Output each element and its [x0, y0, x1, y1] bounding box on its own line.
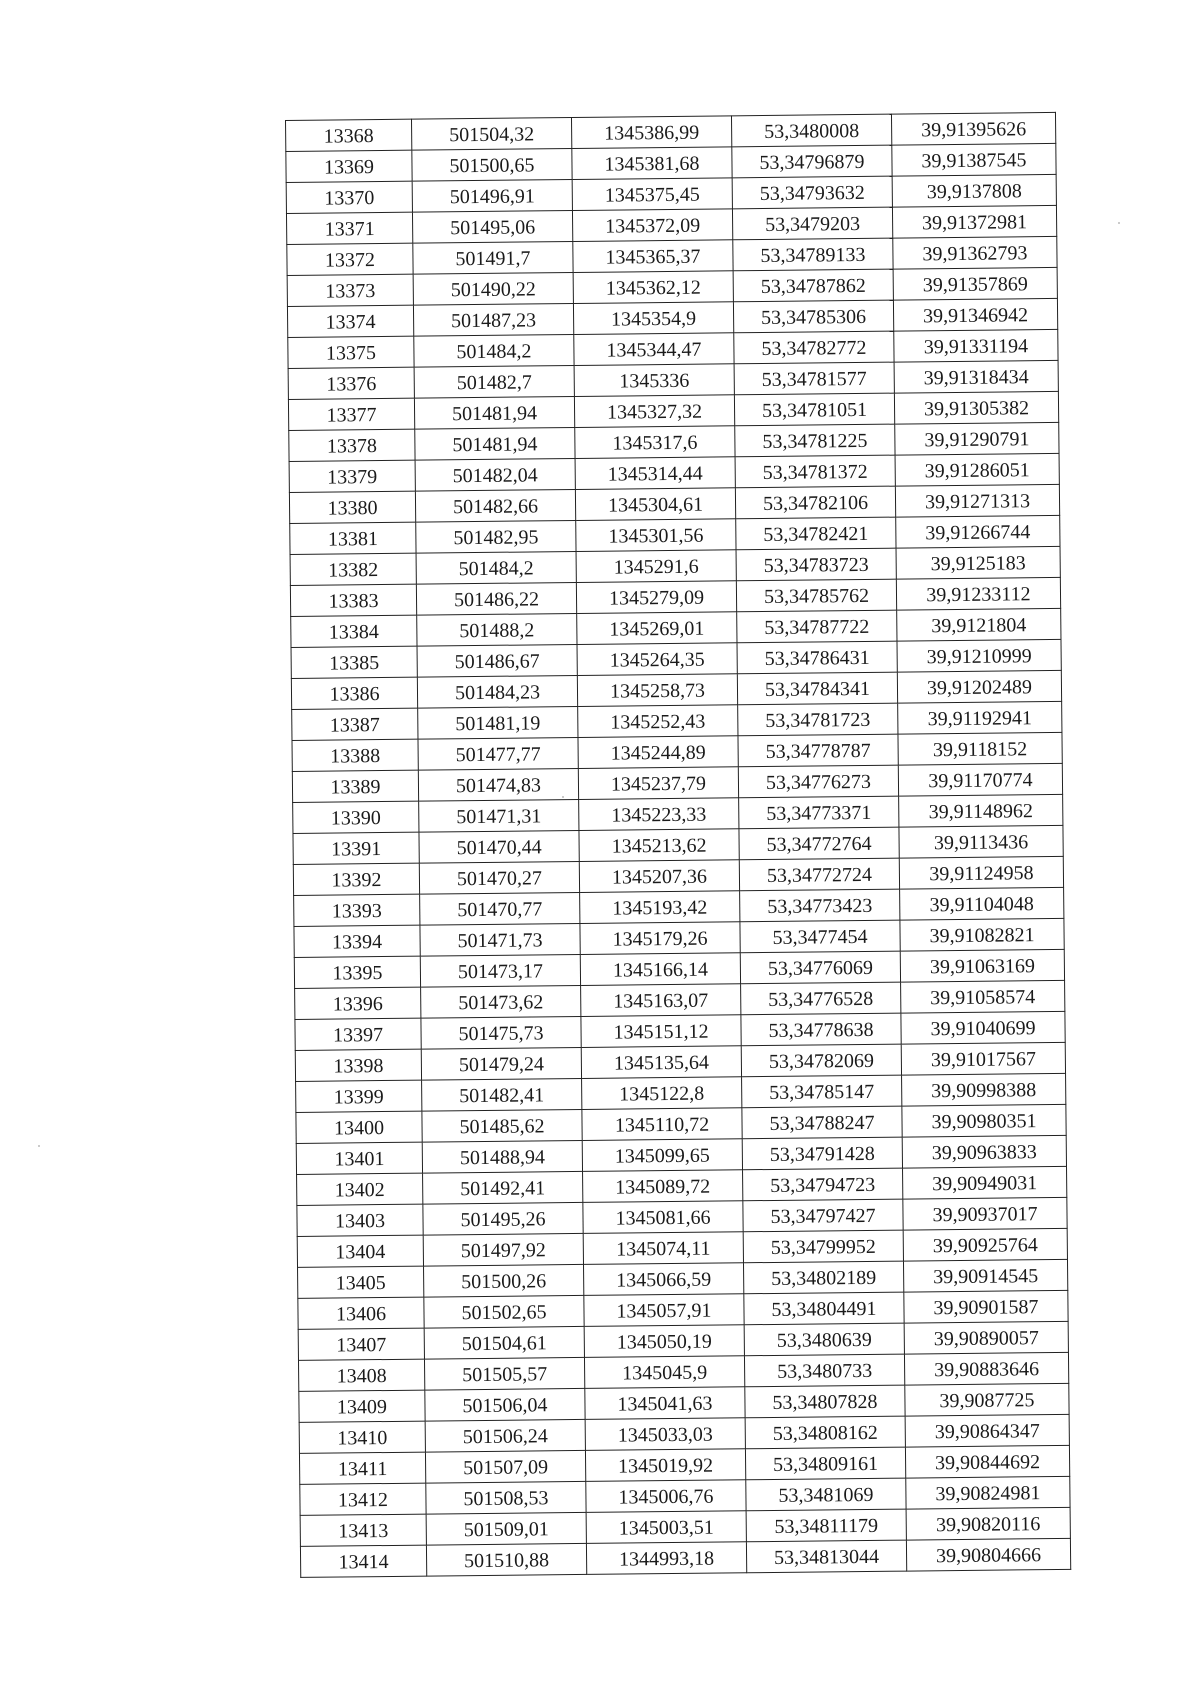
- x-coordinate-cell: 501491,7: [413, 241, 573, 274]
- y-coordinate-cell: 1345081,66: [583, 1201, 743, 1234]
- point-number-cell: 13371: [286, 212, 412, 244]
- point-number-cell: 13387: [292, 708, 418, 740]
- longitude-cell: 39,90824981: [906, 1476, 1070, 1509]
- y-coordinate-cell: 1344993,18: [586, 1542, 746, 1575]
- longitude-cell: 39,91286051: [895, 453, 1059, 486]
- latitude-cell: 53,34793632: [732, 176, 892, 209]
- x-coordinate-cell: 501482,41: [422, 1078, 582, 1111]
- latitude-cell: 53,34781372: [735, 455, 895, 488]
- y-coordinate-cell: 1345074,11: [583, 1232, 743, 1265]
- point-number-cell: 13403: [297, 1204, 423, 1236]
- latitude-cell: 53,3480008: [731, 114, 891, 147]
- y-coordinate-cell: 1345269,01: [577, 612, 737, 645]
- latitude-cell: 53,34778638: [741, 1013, 901, 1046]
- y-coordinate-cell: 1345301,56: [576, 519, 736, 552]
- point-number-cell: 13404: [297, 1235, 423, 1267]
- point-number-cell: 13400: [296, 1111, 422, 1143]
- y-coordinate-cell: 1345362,12: [573, 271, 733, 304]
- y-coordinate-cell: 1345033,03: [585, 1418, 745, 1451]
- scan-speck: [38, 1145, 40, 1147]
- longitude-cell: 39,91058574: [901, 980, 1065, 1013]
- x-coordinate-cell: 501484,2: [414, 334, 574, 367]
- longitude-cell: 39,9121804: [897, 608, 1061, 641]
- coordinates-table: [285, 112, 1071, 1578]
- latitude-cell: 53,34787862: [733, 269, 893, 302]
- x-coordinate-cell: 501495,06: [412, 210, 572, 243]
- longitude-cell: 39,91124958: [899, 856, 1063, 889]
- longitude-cell: 39,91082821: [900, 918, 1064, 951]
- point-number-cell: 13393: [294, 894, 420, 926]
- y-coordinate-cell: 1345166,14: [580, 953, 740, 986]
- latitude-cell: 53,34794723: [743, 1168, 903, 1201]
- latitude-cell: 53,34799952: [743, 1230, 903, 1263]
- longitude-cell: 39,9087725: [905, 1383, 1069, 1416]
- point-number-cell: 13386: [291, 677, 417, 709]
- latitude-cell: 53,34786431: [737, 641, 897, 674]
- longitude-cell: 39,91192941: [898, 701, 1062, 734]
- y-coordinate-cell: 1345057,91: [584, 1294, 744, 1327]
- latitude-cell: 53,34781225: [735, 424, 895, 457]
- point-number-cell: 13368: [286, 119, 412, 151]
- latitude-cell: 53,34813044: [746, 1540, 906, 1573]
- x-coordinate-cell: 501475,73: [421, 1016, 581, 1049]
- point-number-cell: 13407: [298, 1328, 424, 1360]
- latitude-cell: 53,34807828: [745, 1385, 905, 1418]
- y-coordinate-cell: 1345041,63: [585, 1387, 745, 1420]
- x-coordinate-cell: 501484,23: [417, 675, 577, 708]
- y-coordinate-cell: 1345381,68: [572, 147, 732, 180]
- y-coordinate-cell: 1345110,72: [582, 1108, 742, 1141]
- longitude-cell: 39,91318434: [894, 360, 1058, 393]
- longitude-cell: 39,90901587: [904, 1290, 1068, 1323]
- y-coordinate-cell: 1345193,42: [580, 891, 740, 924]
- x-coordinate-cell: 501509,01: [426, 1512, 586, 1545]
- point-number-cell: 13380: [289, 491, 415, 523]
- x-coordinate-cell: 501484,2: [416, 551, 576, 584]
- x-coordinate-cell: 501470,27: [419, 861, 579, 894]
- longitude-cell: 39,90844692: [905, 1445, 1069, 1478]
- longitude-cell: 39,9125183: [896, 546, 1060, 579]
- point-number-cell: 13414: [300, 1545, 426, 1577]
- y-coordinate-cell: 1345354,9: [573, 302, 733, 335]
- latitude-cell: 53,34811179: [746, 1509, 906, 1542]
- x-coordinate-cell: 501497,92: [423, 1233, 583, 1266]
- y-coordinate-cell: 1345252,43: [578, 705, 738, 738]
- longitude-cell: 39,9118152: [898, 732, 1062, 765]
- longitude-cell: 39,9113436: [899, 825, 1063, 858]
- x-coordinate-cell: 501506,04: [425, 1388, 585, 1421]
- y-coordinate-cell: 1345372,09: [572, 209, 732, 242]
- longitude-cell: 39,91266744: [896, 515, 1060, 548]
- longitude-cell: 39,90998388: [902, 1073, 1066, 1106]
- point-number-cell: 13381: [290, 522, 416, 554]
- point-number-cell: 13409: [299, 1390, 425, 1422]
- y-coordinate-cell: 1345089,72: [583, 1170, 743, 1203]
- latitude-cell: 53,34782772: [734, 331, 894, 364]
- x-coordinate-cell: 501488,2: [417, 613, 577, 646]
- x-coordinate-cell: 501470,44: [419, 830, 579, 863]
- x-coordinate-cell: 501477,77: [418, 737, 578, 770]
- coordinates-sheet: [285, 112, 1070, 1578]
- point-number-cell: 13384: [291, 615, 417, 647]
- longitude-cell: 39,91040699: [901, 1011, 1065, 1044]
- x-coordinate-cell: 501500,26: [424, 1264, 584, 1297]
- latitude-cell: 53,34772764: [739, 827, 899, 860]
- point-number-cell: 13378: [289, 429, 415, 461]
- latitude-cell: 53,34782106: [735, 486, 895, 519]
- point-number-cell: 13390: [293, 801, 419, 833]
- longitude-cell: 39,90949031: [903, 1166, 1067, 1199]
- x-coordinate-cell: 501482,95: [416, 520, 576, 553]
- y-coordinate-cell: 1345244,89: [578, 736, 738, 769]
- point-number-cell: 13402: [297, 1173, 423, 1205]
- point-number-cell: 13374: [287, 305, 413, 337]
- point-number-cell: 13412: [300, 1483, 426, 1515]
- point-number-cell: 13411: [299, 1452, 425, 1484]
- point-number-cell: 13383: [290, 584, 416, 616]
- longitude-cell: 39,90937017: [903, 1197, 1067, 1230]
- latitude-cell: 53,34784341: [737, 672, 897, 705]
- latitude-cell: 53,34772724: [739, 858, 899, 891]
- x-coordinate-cell: 501474,83: [418, 768, 578, 801]
- x-coordinate-cell: 501492,41: [423, 1171, 583, 1204]
- point-number-cell: 13396: [295, 987, 421, 1019]
- latitude-cell: 53,3480639: [744, 1323, 904, 1356]
- y-coordinate-cell: 1345003,51: [586, 1511, 746, 1544]
- latitude-cell: 53,34787722: [737, 610, 897, 643]
- longitude-cell: 39,91290791: [895, 422, 1059, 455]
- latitude-cell: 53,34791428: [742, 1137, 902, 1170]
- y-coordinate-cell: 1345163,07: [581, 984, 741, 1017]
- point-number-cell: 13375: [288, 336, 414, 368]
- y-coordinate-cell: 1345314,44: [575, 457, 735, 490]
- longitude-cell: 39,91372981: [892, 205, 1056, 238]
- x-coordinate-cell: 501486,22: [416, 582, 576, 615]
- longitude-cell: 39,91063169: [900, 949, 1064, 982]
- x-coordinate-cell: 501479,24: [421, 1047, 581, 1080]
- latitude-cell: 53,34785306: [733, 300, 893, 333]
- longitude-cell: 39,91387545: [892, 143, 1056, 176]
- latitude-cell: 53,34776273: [738, 765, 898, 798]
- longitude-cell: 39,90883646: [904, 1352, 1068, 1385]
- latitude-cell: 53,3481069: [746, 1478, 906, 1511]
- latitude-cell: 53,34788247: [742, 1106, 902, 1139]
- longitude-cell: 39,9137808: [892, 174, 1056, 207]
- point-number-cell: 13394: [294, 925, 420, 957]
- x-coordinate-cell: 501502,65: [424, 1295, 584, 1328]
- latitude-cell: 53,34782069: [741, 1044, 901, 1077]
- point-number-cell: 13373: [287, 274, 413, 306]
- x-coordinate-cell: 501487,23: [413, 303, 573, 336]
- point-number-cell: 13397: [295, 1018, 421, 1050]
- y-coordinate-cell: 1345179,26: [580, 922, 740, 955]
- longitude-cell: 39,91104048: [900, 887, 1064, 920]
- y-coordinate-cell: 1345045,9: [584, 1356, 744, 1389]
- point-number-cell: 13389: [292, 770, 418, 802]
- longitude-cell: 39,90804666: [906, 1538, 1070, 1571]
- y-coordinate-cell: 1345304,61: [575, 488, 735, 521]
- y-coordinate-cell: 1345258,73: [577, 674, 737, 707]
- x-coordinate-cell: 501504,61: [424, 1326, 584, 1359]
- longitude-cell: 39,90963833: [902, 1135, 1066, 1168]
- point-number-cell: 13372: [287, 243, 413, 275]
- x-coordinate-cell: 501481,19: [418, 706, 578, 739]
- point-number-cell: 13391: [293, 832, 419, 864]
- latitude-cell: 53,34785762: [736, 579, 896, 612]
- x-coordinate-cell: 501482,66: [415, 489, 575, 522]
- y-coordinate-cell: 1345135,64: [581, 1046, 741, 1079]
- y-coordinate-cell: 1345386,99: [571, 116, 731, 149]
- y-coordinate-cell: 1345207,36: [579, 860, 739, 893]
- point-number-cell: 13388: [292, 739, 418, 771]
- latitude-cell: 53,34773423: [740, 889, 900, 922]
- point-number-cell: 13410: [299, 1421, 425, 1453]
- longitude-cell: 39,90820116: [906, 1507, 1070, 1540]
- longitude-cell: 39,91148962: [899, 794, 1063, 827]
- latitude-cell: 53,3477454: [740, 920, 900, 953]
- latitude-cell: 53,34773371: [739, 796, 899, 829]
- point-number-cell: 13392: [293, 863, 419, 895]
- latitude-cell: 53,34783723: [736, 548, 896, 581]
- x-coordinate-cell: 501488,94: [422, 1140, 582, 1173]
- x-coordinate-cell: 501482,7: [414, 365, 574, 398]
- point-number-cell: 13379: [289, 460, 415, 492]
- point-number-cell: 13408: [298, 1359, 424, 1391]
- longitude-cell: 39,91210999: [897, 639, 1061, 672]
- longitude-cell: 39,91271313: [895, 484, 1059, 517]
- x-coordinate-cell: 501507,09: [425, 1450, 585, 1483]
- y-coordinate-cell: 1345279,09: [576, 581, 736, 614]
- latitude-cell: 53,34808162: [745, 1416, 905, 1449]
- longitude-cell: 39,90925764: [903, 1228, 1067, 1261]
- latitude-cell: 53,34789133: [733, 238, 893, 271]
- point-number-cell: 13376: [288, 367, 414, 399]
- longitude-cell: 39,91170774: [898, 763, 1062, 796]
- latitude-cell: 53,3479203: [732, 207, 892, 240]
- y-coordinate-cell: 1345006,76: [586, 1480, 746, 1513]
- x-coordinate-cell: 501505,57: [424, 1357, 584, 1390]
- longitude-cell: 39,90914545: [903, 1259, 1067, 1292]
- x-coordinate-cell: 501473,62: [421, 985, 581, 1018]
- x-coordinate-cell: 501495,26: [423, 1202, 583, 1235]
- latitude-cell: 53,34785147: [742, 1075, 902, 1108]
- point-number-cell: 13405: [298, 1266, 424, 1298]
- point-number-cell: 13406: [298, 1297, 424, 1329]
- x-coordinate-cell: 501500,65: [412, 148, 572, 181]
- longitude-cell: 39,91362793: [893, 236, 1057, 269]
- y-coordinate-cell: 1345344,47: [574, 333, 734, 366]
- y-coordinate-cell: 1345291,6: [576, 550, 736, 583]
- scan-speck: [1118, 222, 1120, 224]
- longitude-cell: 39,91017567: [901, 1042, 1065, 1075]
- y-coordinate-cell: 1345365,37: [573, 240, 733, 273]
- longitude-cell: 39,90864347: [905, 1414, 1069, 1447]
- point-number-cell: 13395: [294, 956, 420, 988]
- x-coordinate-cell: 501496,91: [412, 179, 572, 212]
- y-coordinate-cell: 1345223,33: [579, 798, 739, 831]
- y-coordinate-cell: 1345019,92: [585, 1449, 745, 1482]
- x-coordinate-cell: 501481,94: [414, 396, 574, 429]
- point-number-cell: 13377: [288, 398, 414, 430]
- x-coordinate-cell: 501473,17: [420, 954, 580, 987]
- latitude-cell: 53,34797427: [743, 1199, 903, 1232]
- x-coordinate-cell: 501485,62: [422, 1109, 582, 1142]
- latitude-cell: 53,34804491: [744, 1292, 904, 1325]
- point-number-cell: 13385: [291, 646, 417, 678]
- longitude-cell: 39,91357869: [893, 267, 1057, 300]
- latitude-cell: 53,34776069: [740, 951, 900, 984]
- x-coordinate-cell: 501508,53: [426, 1481, 586, 1514]
- x-coordinate-cell: 501471,31: [419, 799, 579, 832]
- latitude-cell: 53,34781723: [738, 703, 898, 736]
- y-coordinate-cell: 1345237,79: [578, 767, 738, 800]
- x-coordinate-cell: 501470,77: [420, 892, 580, 925]
- longitude-cell: 39,91331194: [894, 329, 1058, 362]
- y-coordinate-cell: 1345264,35: [577, 643, 737, 676]
- x-coordinate-cell: 501486,67: [417, 644, 577, 677]
- y-coordinate-cell: 1345213,62: [579, 829, 739, 862]
- table-row: [300, 1538, 1070, 1577]
- table-body: [286, 112, 1071, 1577]
- latitude-cell: 53,34796879: [732, 145, 892, 178]
- longitude-cell: 39,91305382: [894, 391, 1058, 424]
- x-coordinate-cell: 501504,32: [411, 117, 571, 150]
- x-coordinate-cell: 501506,24: [425, 1419, 585, 1452]
- latitude-cell: 53,34809161: [745, 1447, 905, 1480]
- point-number-cell: 13398: [295, 1049, 421, 1081]
- point-number-cell: 13370: [286, 181, 412, 213]
- y-coordinate-cell: 1345066,59: [584, 1263, 744, 1296]
- y-coordinate-cell: 1345151,12: [581, 1015, 741, 1048]
- latitude-cell: 53,34781051: [734, 393, 894, 426]
- longitude-cell: 39,90890057: [904, 1321, 1068, 1354]
- x-coordinate-cell: 501482,04: [415, 458, 575, 491]
- point-number-cell: 13369: [286, 150, 412, 182]
- y-coordinate-cell: 1345099,65: [582, 1139, 742, 1172]
- latitude-cell: 53,34802189: [743, 1261, 903, 1294]
- y-coordinate-cell: 1345050,19: [584, 1325, 744, 1358]
- y-coordinate-cell: 1345317,6: [575, 426, 735, 459]
- point-number-cell: 13413: [300, 1514, 426, 1546]
- latitude-cell: 53,34776528: [741, 982, 901, 1015]
- point-number-cell: 13382: [290, 553, 416, 585]
- longitude-cell: 39,91233112: [896, 577, 1060, 610]
- point-number-cell: 13399: [296, 1080, 422, 1112]
- longitude-cell: 39,91346942: [893, 298, 1057, 331]
- longitude-cell: 39,91202489: [897, 670, 1061, 703]
- longitude-cell: 39,91395626: [891, 112, 1055, 145]
- x-coordinate-cell: 501481,94: [415, 427, 575, 460]
- x-coordinate-cell: 501510,88: [426, 1543, 586, 1576]
- y-coordinate-cell: 1345336: [574, 364, 734, 397]
- y-coordinate-cell: 1345327,32: [574, 395, 734, 428]
- latitude-cell: 53,34782421: [736, 517, 896, 550]
- x-coordinate-cell: 501471,73: [420, 923, 580, 956]
- y-coordinate-cell: 1345375,45: [572, 178, 732, 211]
- latitude-cell: 53,34778787: [738, 734, 898, 767]
- latitude-cell: 53,34781577: [734, 362, 894, 395]
- x-coordinate-cell: 501490,22: [413, 272, 573, 305]
- latitude-cell: 53,3480733: [744, 1354, 904, 1387]
- longitude-cell: 39,90980351: [902, 1104, 1066, 1137]
- point-number-cell: 13401: [296, 1142, 422, 1174]
- y-coordinate-cell: 1345122,8: [582, 1077, 742, 1110]
